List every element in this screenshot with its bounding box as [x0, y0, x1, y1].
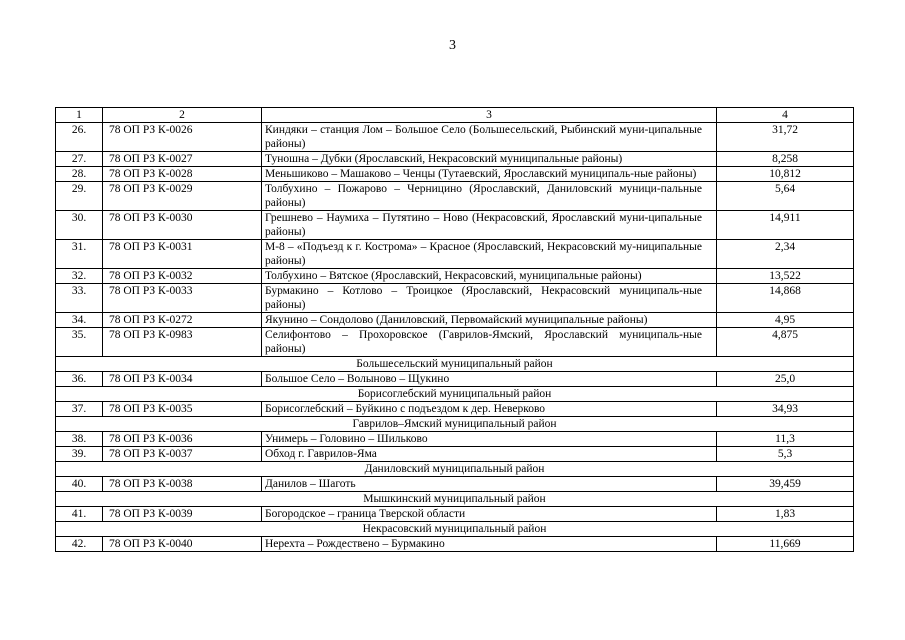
road-name: Обход г. Гаврилов-Яма: [262, 447, 717, 462]
table-row: [56, 152, 854, 167]
table-row: [56, 402, 854, 417]
row-number: 40.: [56, 477, 103, 492]
district-header-row: [56, 417, 854, 432]
table-row: [56, 240, 854, 269]
table-row: [56, 182, 854, 211]
row-number: 31.: [56, 240, 103, 269]
table-row: [56, 447, 854, 462]
road-length: 11,669: [717, 537, 854, 552]
road-length: 2,34: [717, 240, 854, 269]
road-code: 78 ОП РЗ К-0983: [103, 328, 262, 357]
road-name: Туношна – Дубки (Ярославский, Некрасовский муниципальные районы): [262, 152, 717, 167]
table-row: [56, 432, 854, 447]
road-name: Толбухино – Вятское (Ярославский, Некрасовский, муниципальные районы): [262, 269, 717, 284]
road-code: 78 ОП РЗ К-0038: [103, 477, 262, 492]
column-header-number: 1: [56, 108, 103, 123]
row-number: 30.: [56, 211, 103, 240]
district-header-row: [56, 462, 854, 477]
row-number: 35.: [56, 328, 103, 357]
row-number: 32.: [56, 269, 103, 284]
page-number: 3: [449, 38, 456, 53]
road-name: Унимерь – Головино – Шильково: [262, 432, 717, 447]
road-length: 8,258: [717, 152, 854, 167]
row-number: 41.: [56, 507, 103, 522]
road-name: Большое Село – Волыново – Щукино: [262, 372, 717, 387]
road-name: Меньшиково – Машаково – Ченцы (Тутаевский, Ярославский муниципаль-ные районы): [262, 167, 717, 182]
road-length: 14,868: [717, 284, 854, 313]
table-row: [56, 167, 854, 182]
row-number: 37.: [56, 402, 103, 417]
road-length: 11,3: [717, 432, 854, 447]
district-title: Даниловский муниципальный район: [56, 462, 854, 477]
road-code: 78 ОП РЗ К-0028: [103, 167, 262, 182]
row-number: 27.: [56, 152, 103, 167]
row-number: 33.: [56, 284, 103, 313]
road-length: 34,93: [717, 402, 854, 417]
roads-table: [55, 107, 854, 552]
table-header: [56, 108, 854, 123]
road-code: 78 ОП РЗ К-0033: [103, 284, 262, 313]
road-name: Нерехта – Рождествено – Бурмакино: [262, 537, 717, 552]
road-length: 25,0: [717, 372, 854, 387]
road-code: 78 ОП РЗ К-0040: [103, 537, 262, 552]
row-number: 38.: [56, 432, 103, 447]
table-row: [56, 507, 854, 522]
road-length: 31,72: [717, 123, 854, 152]
road-code: 78 ОП РЗ К-0034: [103, 372, 262, 387]
row-number: 29.: [56, 182, 103, 211]
row-number: 26.: [56, 123, 103, 152]
road-name: Киндяки – станция Лом – Большое Село (Большесельский, Рыбинский муни-ципальные районы): [262, 123, 717, 152]
table-row: [56, 313, 854, 328]
road-code: 78 ОП РЗ К-0039: [103, 507, 262, 522]
row-number: 42.: [56, 537, 103, 552]
road-name: Селифонтово – Прохоровское (Гаврилов-Ямский, Ярославский муниципаль-ные районы): [262, 328, 717, 357]
road-code: 78 ОП РЗ К-0037: [103, 447, 262, 462]
road-length: 1,83: [717, 507, 854, 522]
road-name: Богородское – граница Тверской области: [262, 507, 717, 522]
table-row: [56, 372, 854, 387]
road-code: 78 ОП РЗ К-0030: [103, 211, 262, 240]
road-length: 4,875: [717, 328, 854, 357]
district-header-row: [56, 522, 854, 537]
road-name: Бурмакино – Котлово – Троицкое (Ярославский, Некрасовский муниципаль-ные районы): [262, 284, 717, 313]
table-row: [56, 328, 854, 357]
column-header-code: 2: [103, 108, 262, 123]
header-row: [56, 108, 854, 123]
table-row: [56, 211, 854, 240]
district-title: Большесельский муниципальный район: [56, 357, 854, 372]
road-name: Борисоглебский – Буйкино с подъездом к дер. Неверково: [262, 402, 717, 417]
road-length: 5,3: [717, 447, 854, 462]
road-code: 78 ОП РЗ К-0026: [103, 123, 262, 152]
district-header-row: [56, 492, 854, 507]
road-length: 4,95: [717, 313, 854, 328]
road-length: 10,812: [717, 167, 854, 182]
row-number: 36.: [56, 372, 103, 387]
table-row: [56, 284, 854, 313]
road-name: М-8 – «Подъезд к г. Кострома» – Красное (Ярославский, Некрасовский му-ниципальные районы): [262, 240, 717, 269]
column-header-length: 4: [717, 108, 854, 123]
row-number: 28.: [56, 167, 103, 182]
road-name: Толбухино – Пожарово – Черницино (Ярославский, Даниловский муници-пальные районы): [262, 182, 717, 211]
road-length: 39,459: [717, 477, 854, 492]
road-name: Данилов – Шаготь: [262, 477, 717, 492]
road-code: 78 ОП РЗ К-0032: [103, 269, 262, 284]
district-header-row: [56, 357, 854, 372]
road-code: 78 ОП РЗ К-0029: [103, 182, 262, 211]
district-title: Мышкинский муниципальный район: [56, 492, 854, 507]
road-name: Якунино – Сондолово (Даниловский, Первомайский муниципальные районы): [262, 313, 717, 328]
road-code: 78 ОП РЗ К-0027: [103, 152, 262, 167]
road-code: 78 ОП РЗ К-0036: [103, 432, 262, 447]
district-title: Борисоглебский муниципальный район: [56, 387, 854, 402]
road-name: Грешнево – Наумиха – Путятино – Ново (Некрасовский, Ярославский муни-ципальные районы): [262, 211, 717, 240]
district-header-row: [56, 387, 854, 402]
row-number: 39.: [56, 447, 103, 462]
row-number: 34.: [56, 313, 103, 328]
road-length: 5,64: [717, 182, 854, 211]
district-title: Гаврилов–Ямский муниципальный район: [56, 417, 854, 432]
road-length: 13,522: [717, 269, 854, 284]
road-length: 14,911: [717, 211, 854, 240]
table-body: [56, 123, 854, 552]
district-title: Некрасовский муниципальный район: [56, 522, 854, 537]
table-row: [56, 537, 854, 552]
table-row: [56, 477, 854, 492]
road-code: 78 ОП РЗ К-0272: [103, 313, 262, 328]
table-row: [56, 269, 854, 284]
road-code: 78 ОП РЗ К-0035: [103, 402, 262, 417]
column-header-name: 3: [262, 108, 717, 123]
road-code: 78 ОП РЗ К-0031: [103, 240, 262, 269]
table-row: [56, 123, 854, 152]
